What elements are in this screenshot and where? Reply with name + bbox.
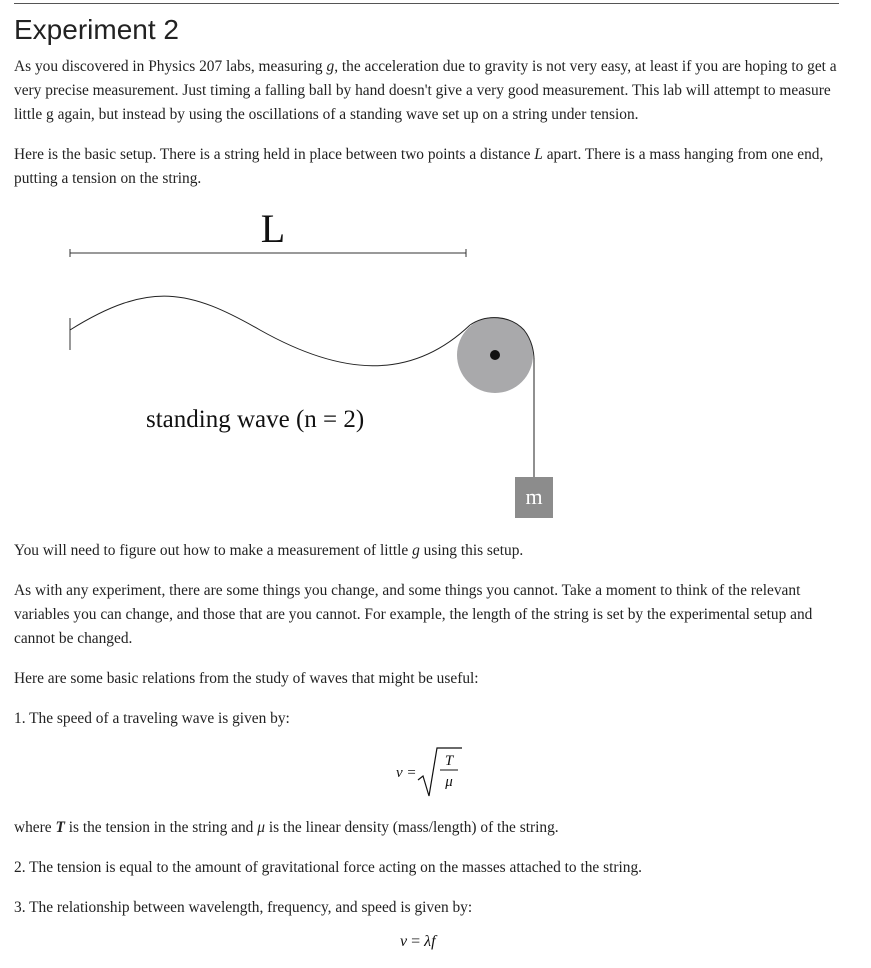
formula2-equals: = xyxy=(411,933,421,950)
relations-intro: Here are some basic relations from the study of waves that might be useful: xyxy=(14,670,479,687)
formula2-rhs: λf xyxy=(424,933,436,950)
pulley-axle xyxy=(490,350,500,360)
intro-text-2: , the acceleration due to gravity is not very easy, at least if you are hoping to get a very precise measurement. Just timing a falling ball by hand doesn't give a very good measurement. This lab will attempt to measure little g again, but instead by using the oscillations of a standing wave set up on a string under tension. xyxy=(14,58,837,123)
wave-relation-formula xyxy=(400,933,436,951)
where-T-symbol: T xyxy=(55,819,65,836)
standing-wave-string xyxy=(70,296,470,366)
setup-L-symbol: L xyxy=(534,146,543,163)
length-label: L xyxy=(260,206,286,251)
relation-item-1: 1. The speed of a traveling wave is given by: xyxy=(14,710,290,727)
standing-wave-diagram xyxy=(0,200,600,530)
where-text-2: is the tension in the string and xyxy=(64,819,258,836)
relation-item-2: 2. The tension is equal to the amount of gravitational force acting on the masses attached to the string. xyxy=(14,859,642,876)
where-text-3: is the linear density (mass/length) of the string. xyxy=(264,819,559,836)
intro-g-symbol: g xyxy=(326,58,335,75)
wave-mode-label: standing wave (n = 2) xyxy=(146,406,365,433)
setup-text-1: Here is the basic setup. There is a string held in place between two points a distance xyxy=(14,146,535,163)
where-mu-symbol: μ xyxy=(257,819,265,836)
setup-paragraph xyxy=(14,143,844,191)
relation-item-3: 3. The relationship between wavelength, frequency, and speed is given by: xyxy=(14,899,473,916)
page-title: Experiment 2 xyxy=(14,14,179,45)
top-divider xyxy=(14,3,839,4)
setup-text-2: apart. There is a mass hanging from one end, putting a tension on the string. xyxy=(14,146,824,187)
formula1-lhs: v = xyxy=(396,765,417,781)
formula1-numerator: T xyxy=(444,753,454,769)
where-text-1: where xyxy=(14,819,56,836)
measure-text-2: using this setup. xyxy=(419,542,524,559)
wave-speed-formula xyxy=(390,744,470,800)
sqrt-sign xyxy=(418,748,462,796)
mass-label: m xyxy=(525,484,543,509)
variables-paragraph: As with any experiment, there are some things you change, and some things you cannot. Take a moment to think of the relevant variables you can change, and those that are you cannot. For example, the length of the string is set by the experimental setup and cannot be changed. xyxy=(14,582,813,647)
measure-text-1: You will need to figure out how to make a measurement of little xyxy=(14,542,413,559)
formula1-denominator: μ xyxy=(445,774,453,790)
formula2-lhs: v xyxy=(400,933,408,950)
measure-paragraph xyxy=(14,539,844,563)
intro-paragraph xyxy=(14,55,844,127)
where-paragraph xyxy=(14,816,844,840)
measure-g-symbol: g xyxy=(412,542,420,559)
intro-text-1: As you discovered in Physics 207 labs, measuring xyxy=(14,58,327,75)
